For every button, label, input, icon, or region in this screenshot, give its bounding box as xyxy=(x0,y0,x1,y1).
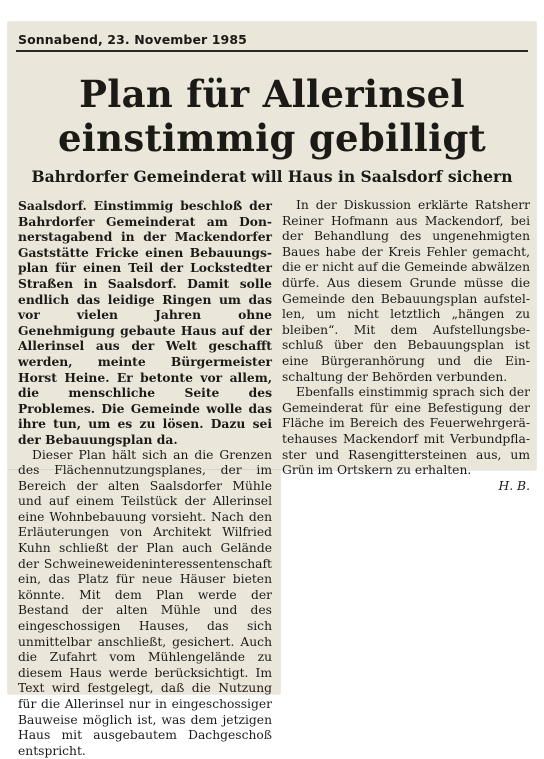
article-column-2 xyxy=(282,198,530,494)
dateline: Sonnabend, 23. November 1985 xyxy=(18,32,247,47)
newspaper-clipping xyxy=(8,22,536,694)
body-paragraph: In der Diskussion erklärte Ratsherr Reiner Hofmann aus Mackendorf, bei der Behandlung des ungenehmigten Baues habe der Kreis Fehler gemacht, die er nicht auf die Gemeinde abwälzen dürfe. Aus diesem Grunde müsse die Gemeinde den Bebauungsplan aufstellen, um nicht letztlich „hängen zu bleiben“. Mit dem Aufstellungsbeschluß über den Bebauungsplan ist eine Bürgeranhörung und die Einschaltung der Behörden verbunden. xyxy=(282,198,530,385)
author-signature: H. B. xyxy=(282,479,530,495)
headline xyxy=(8,72,536,160)
lead-paragraph: Saalsdorf. Einstimmig beschloß der Bahrdorfer Gemeinderat am Donnerstagabend in der Mackendorfer Gaststätte Fricke einen Bebauungsplan für einen Teil der Lockstedter Straßen in Saalsdorf. Damit solle endlich das leidige Ringen um das vor vielen Jahren ohne Genehmigung gebaute Haus auf der Allerinsel aus der Welt geschafft werden, meinte Bürgermeister Horst Heine. Er betonte vor allem, die menschliche Seite des Problemes. Die Gemeinde wolle das ihre tun, um es zu lösen. Dazu sei der Bebauungsplan da. xyxy=(18,198,272,448)
article-column-1 xyxy=(18,198,272,759)
headline-line-2: einstimmig gebilligt xyxy=(58,116,486,160)
body-paragraph: Ebenfalls einstimmig sprach sich der Gemeinderat für eine Befestigung der Fläche im Bereich des Feuerwehrgerätehauses Mackendorf mit Verbundpflaster und Rasengittersteinen aus, um Grün im Ortskern zu erhalten. xyxy=(282,385,530,479)
headline-line-1: Plan für Allerinsel xyxy=(79,72,465,116)
dateline-rule xyxy=(16,50,528,52)
subheadline: Bahrdorfer Gemeinderat will Haus in Saalsdorf sichern xyxy=(8,167,536,186)
body-paragraph: Dieser Plan hält sich an die Grenzen des Flächennutzungsplanes, der im Bereich der alten Saalsdorfer Mühle und auf einem Teilstück der Allerinsel eine Wohnbebauung vorsieht. Nach den Erläuterungen von Architekt Wilfried Kuhn schließt der Plan auch Gelände der Schweineweideninteressentenschaft ein, das Platz für neue Häuser bieten könnte. Mit dem Plan werde der Bestand der alten Mühle und des eingeschossigen Hauses, das sich unmittelbar anschließt, gesichert. Auch die Zufahrt vom Mühlengelände zu diesem Haus werde berücksichtigt. Im Text wird festgelegt, daß die Nutzung für die Allerinsel nur in eingeschossiger Bauweise möglich ist, was dem jetzigen Haus mit ausgebautem Dachgeschoß entspricht. xyxy=(18,448,272,759)
